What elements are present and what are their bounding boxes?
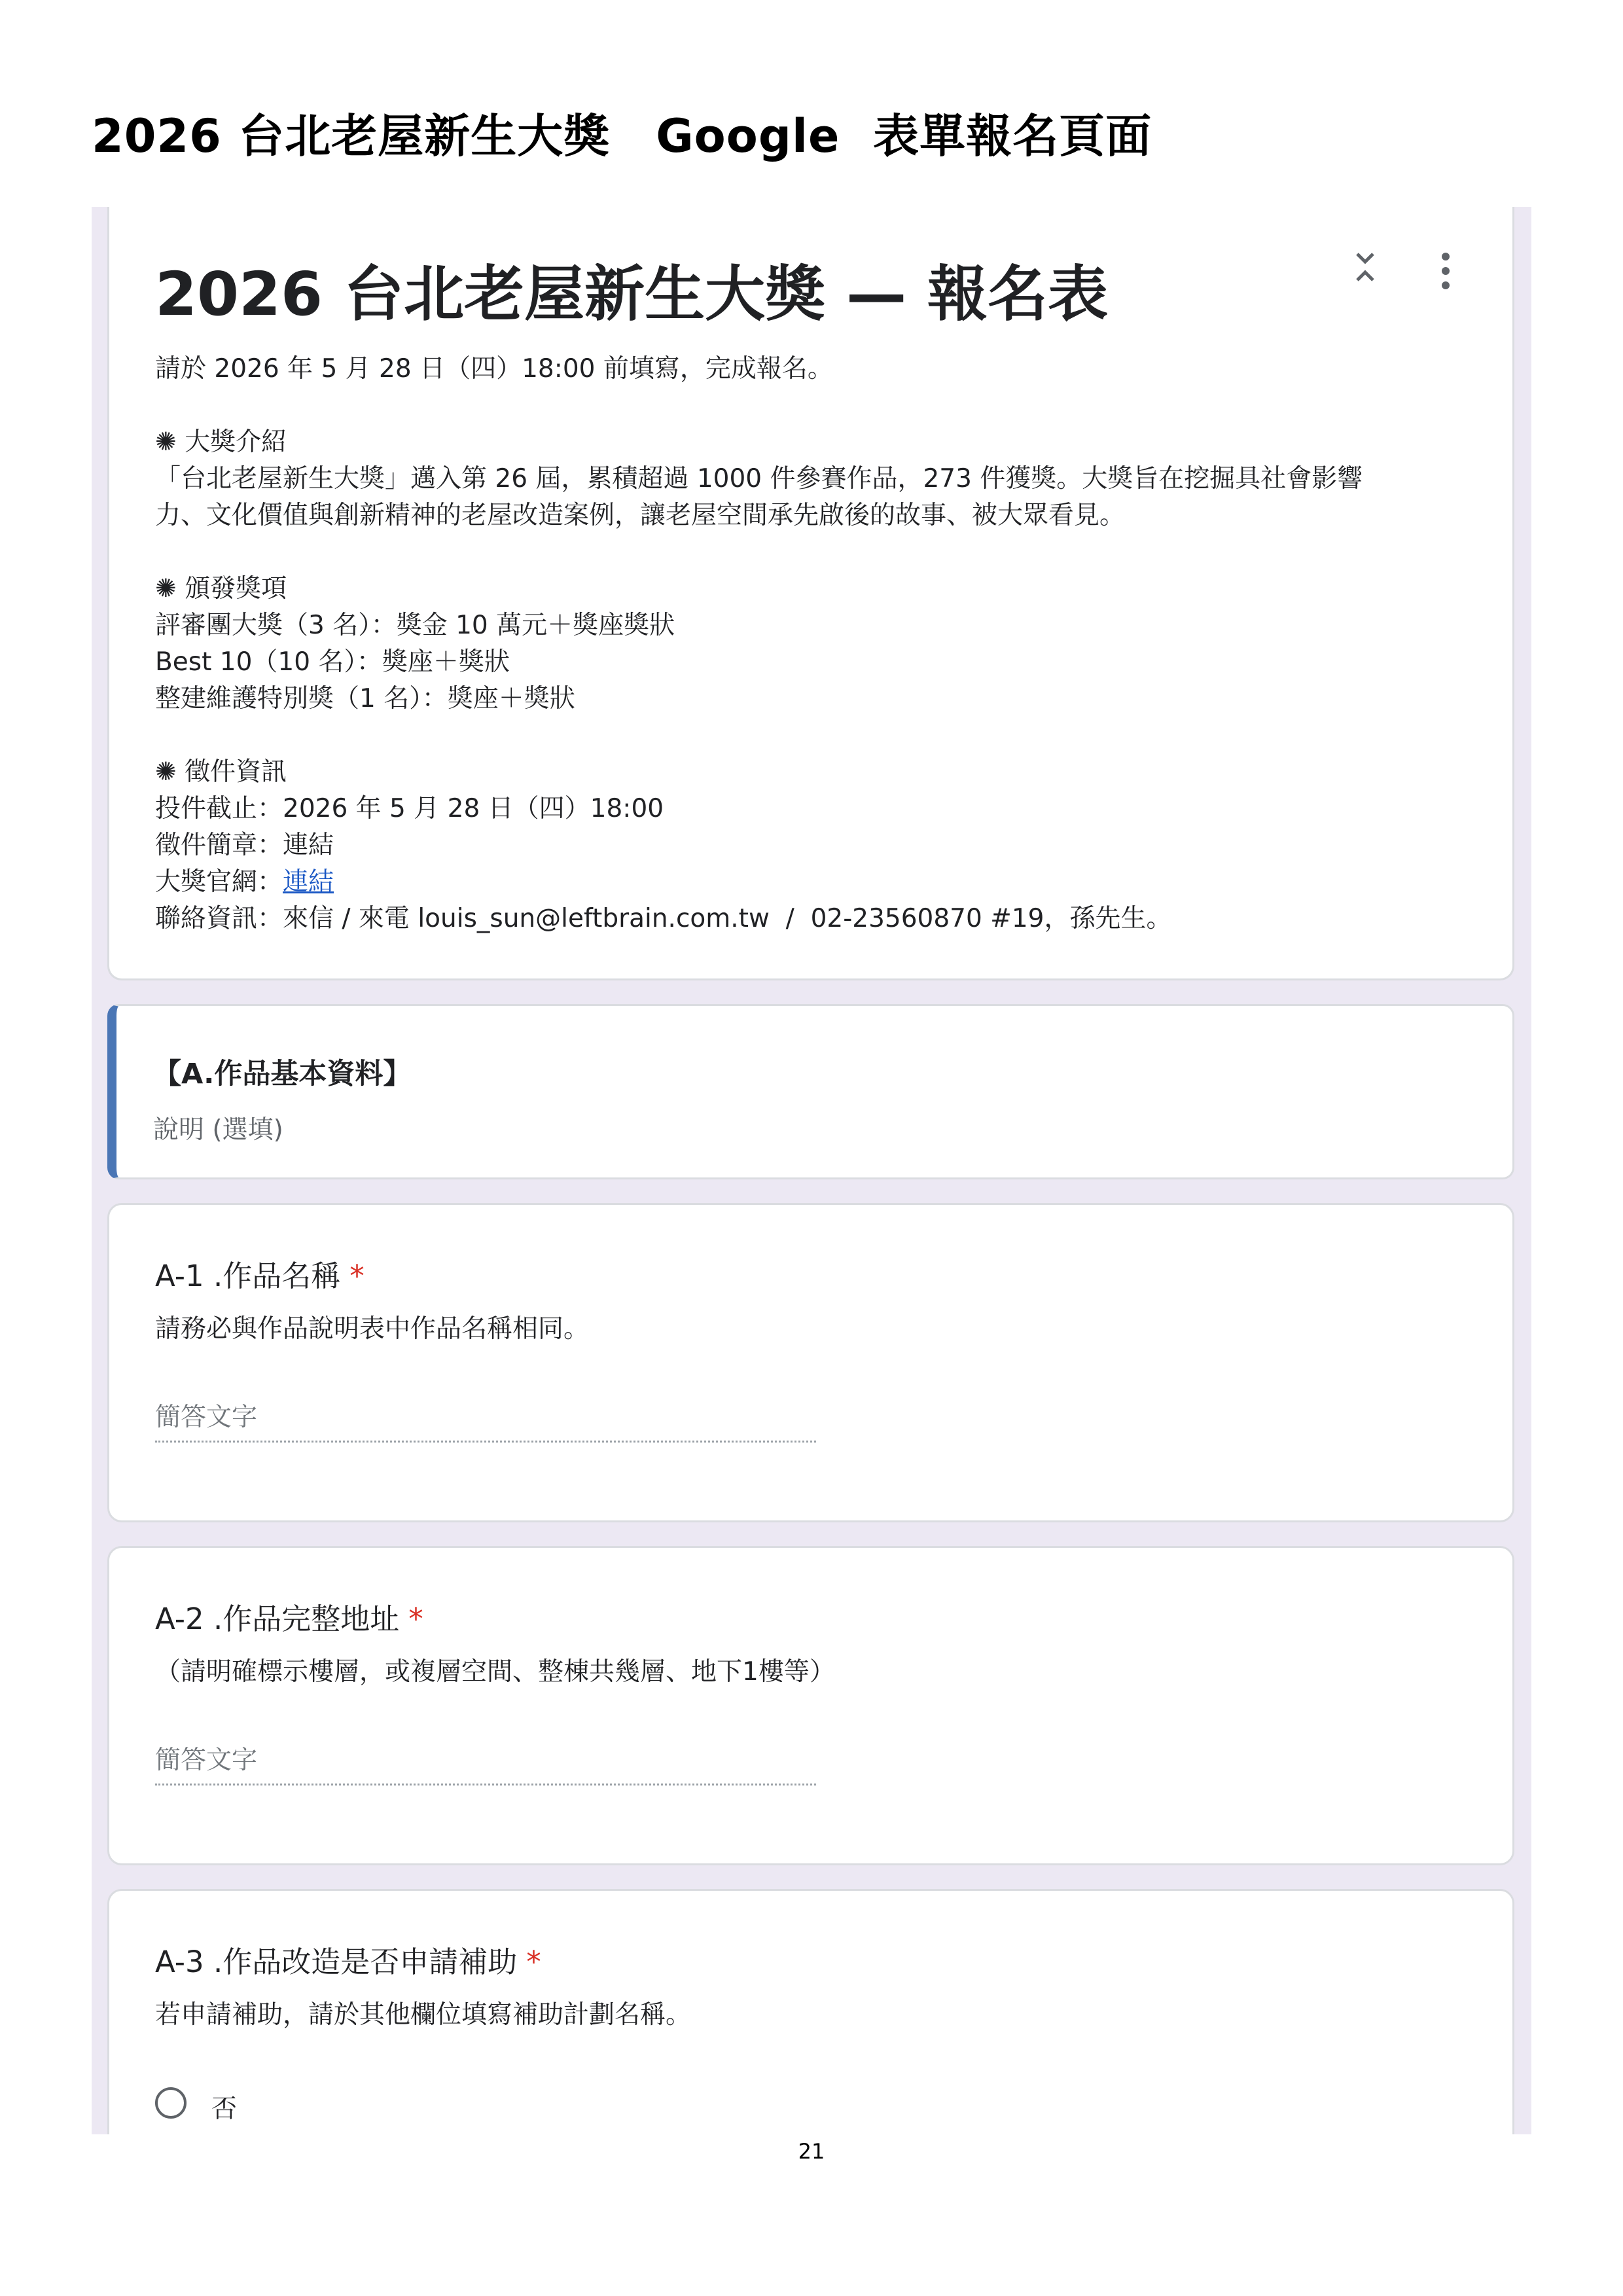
intro-block	[155, 424, 1464, 534]
guidelines-line: 徵件簡章：連結	[155, 831, 334, 860]
question-help: 請務必與作品說明表中作品名稱相同。	[155, 1314, 590, 1344]
radio-button-icon[interactable]	[155, 2087, 187, 2119]
form-screenshot	[92, 207, 1531, 2134]
intro-text-line: 力、文化價值與創新精神的老屋改造案例，讓老屋空間承先啟後的故事、被大眾看見。	[155, 501, 1126, 530]
call-info-block	[155, 754, 1464, 937]
website-link[interactable]: 連結	[283, 867, 334, 897]
required-marker: *	[526, 1945, 541, 1979]
question-title-text: A-3 .作品改造是否申請補助	[155, 1945, 518, 1979]
question-title	[155, 1595, 423, 1638]
intro-heading: ✺ 大獎介紹	[155, 427, 287, 457]
question-title	[155, 1252, 365, 1295]
question-title	[155, 1938, 541, 1981]
question-title-text: A-2 .作品完整地址	[155, 1602, 400, 1636]
website-label: 大獎官網：	[155, 867, 283, 897]
section-description: 說明 (選填)	[153, 1115, 283, 1145]
website-line	[155, 864, 1464, 901]
section-title: 【A.作品基本資料】	[153, 1058, 412, 1090]
award-item: Best 10（10 名）：獎座＋獎狀	[155, 647, 510, 677]
page-number: 21	[798, 2139, 825, 2164]
short-answer-input[interactable]: 簡答文字	[155, 1395, 816, 1443]
form-title: 2026 台北老屋新生大獎 — 報名表	[155, 259, 1109, 329]
intro-text-line: 「台北老屋新生大獎」邁入第 26 屆，累積超過 1000 件參賽作品，273 件獲獎。大獎旨在挖掘具社會影響	[155, 464, 1363, 493]
required-marker: *	[408, 1602, 423, 1636]
deadline-note: 請於 2026 年 5 月 28 日（四）18:00 前填寫，完成報名。	[155, 354, 833, 384]
awards-block	[155, 571, 1464, 717]
question-help: 若申請補助，請於其他欄位填寫補助計劃名稱。	[155, 2000, 692, 2030]
question-card-a2	[107, 1546, 1514, 1865]
short-answer-input[interactable]: 簡答文字	[155, 1738, 816, 1785]
more-vert-icon[interactable]	[1438, 253, 1454, 289]
award-item: 整建維護特別獎（1 名）：獎座＋獎狀	[155, 684, 575, 713]
question-title-text: A-1 .作品名稱	[155, 1259, 341, 1293]
question-help: （請明確標示樓層，或複層空間、整棟共幾層、地下1樓等）	[155, 1657, 835, 1687]
awards-heading: ✺ 頒發獎項	[155, 574, 287, 603]
radio-option-label: 否	[211, 2094, 238, 2124]
section-a-card	[107, 1004, 1514, 1179]
call-heading: ✺ 徵件資訊	[155, 757, 287, 787]
contact-line: 聯絡資訊：來信 / 來電 louis_sun@leftbrain.com.tw / 02-23560870 #19，孫先生。	[155, 904, 1172, 933]
document-heading	[92, 99, 1152, 166]
document-heading-subtitle: Google 表單報名頁面	[656, 109, 1152, 163]
required-marker: *	[349, 1259, 365, 1293]
question-card-a3	[107, 1889, 1514, 2134]
submission-deadline: 投件截止：2026 年 5 月 28 日（四）18:00	[155, 794, 664, 823]
question-card-a1	[107, 1203, 1514, 1522]
collapse-chevrons-icon[interactable]	[1352, 250, 1378, 284]
form-header-card	[107, 207, 1514, 980]
document-heading-title: 2026 台北老屋新生大獎	[92, 109, 611, 163]
award-item: 評審團大獎（3 名）：獎金 10 萬元＋獎座獎狀	[155, 611, 675, 640]
form-description	[155, 351, 1464, 937]
